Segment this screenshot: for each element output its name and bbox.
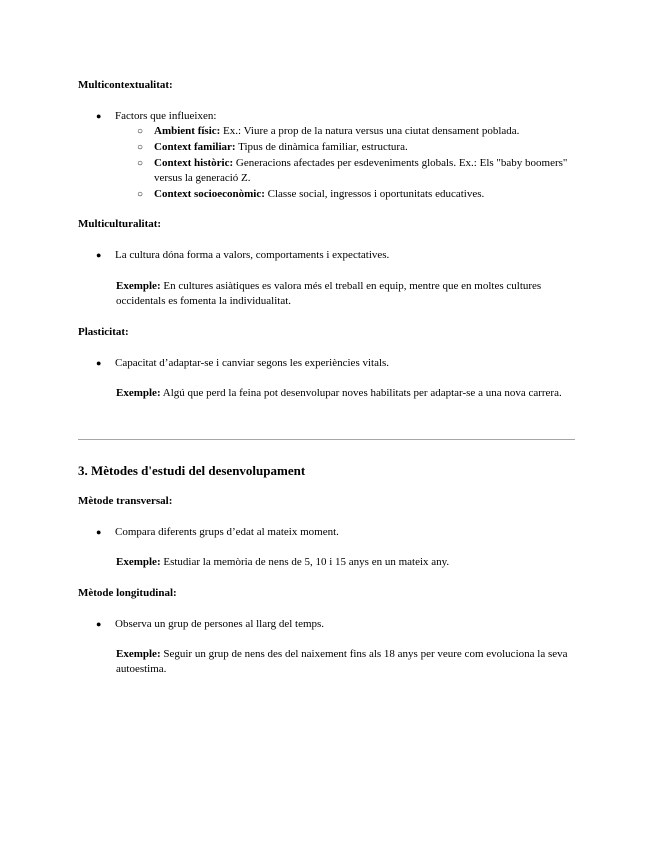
example-text: Algú que perd la feina pot desenvolupar noves habilitats per adaptar-se a una nova carrera. [160,387,562,399]
list-item-text: Capacitat d’adaptar-se i canviar segons les experiències vitals. [115,357,390,369]
horizontal-divider [78,439,575,440]
example-text: Estudiar la memòria de nens de 5, 10 i 15 anys en un mateix any. [160,556,450,568]
bullet-icon: ● [96,619,102,629]
bullet-icon: ● [96,250,102,260]
section-title: 3. Mètodes d'estudi del desenvolupament [78,463,306,478]
bullet-icon: ● [96,527,102,537]
example-label: Exemple: [116,387,161,399]
example-text: En cultures asiàtiques es valora més el treball en equip, mentre que en moltes cultures occidentals es fomenta la individualitat. [116,280,542,307]
circle-bullet-icon: ○ [137,126,144,137]
heading-plasticitat: Plasticitat: [78,326,129,338]
example-label: Exemple: [116,280,161,292]
circle-bullet-icon: ○ [137,158,144,169]
item-label: Context socioeconòmic: [154,188,265,200]
item-label: Ambient físic: [154,125,221,137]
example-paragraph [116,555,578,570]
heading-transversal: Mètode transversal: [78,495,173,507]
item-text: Tipus de dinàmica familiar, estructura. [235,141,408,153]
item-label: Context familiar: [154,141,236,153]
list-item-text: Factors que influeixen: [115,110,217,122]
list-item-text: Observa un grup de persones al llarg del temps. [115,618,325,630]
example-label: Exemple: [116,556,161,568]
circle-bullet-icon: ○ [137,142,144,153]
bullet-icon: ● [96,111,102,121]
example-label: Exemple: [116,648,161,660]
bullet-icon: ● [96,358,102,368]
heading-multicontextualitat: Multicontextualitat: [78,79,173,91]
item-label: Context històric: [154,157,234,169]
heading-multiculturalitat: Multiculturalitat: [78,218,162,230]
example-paragraph [116,647,578,677]
list-item-text: La cultura dóna forma a valors, comportaments i expectatives. [115,249,390,261]
item-text: Classe social, ingressos i oportunitats educatives. [264,188,485,200]
example-paragraph [116,386,578,401]
list-item-text: Compara diferents grups d’edat al mateix moment. [115,526,339,538]
heading-longitudinal: Mètode longitudinal: [78,587,177,599]
circle-bullet-icon: ○ [137,189,144,200]
item-text: Generacions afectades per esdeveniments globals. Ex.: Els "baby boomers" versus la generació Z. [154,157,568,184]
example-text: Seguir un grup de nens des del naixement fins als 18 anys per veure com evoluciona la seva autoestima. [116,648,568,675]
example-paragraph [116,279,578,309]
item-text: Ex.: Viure a prop de la natura versus una ciutat densament poblada. [220,125,520,137]
